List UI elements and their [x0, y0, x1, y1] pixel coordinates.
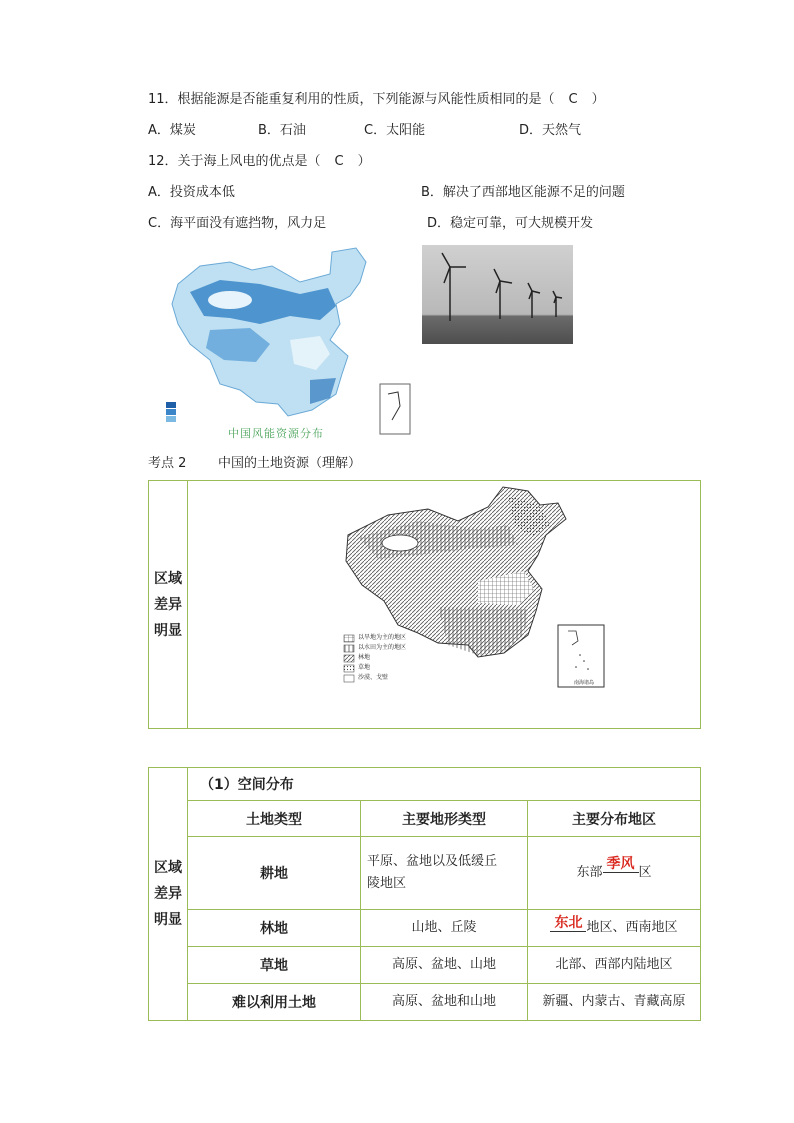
offshore-wind-photo	[422, 245, 573, 344]
side-label-line-2: 差异	[154, 886, 182, 902]
land-type-cell: 林地	[188, 910, 361, 947]
header-region: 主要分布地区	[528, 801, 701, 837]
south-sea-inset	[558, 625, 604, 687]
land-type-cell: 草地	[188, 947, 361, 984]
q12-answer: C	[334, 154, 344, 169]
terrain-line-2: 陵地区	[367, 876, 407, 891]
legend-paddy: 以水田为主的地区	[358, 644, 407, 651]
region-cell	[528, 910, 701, 947]
section-heading: （1）空间分布	[188, 768, 701, 801]
q11-close: ）	[591, 92, 605, 107]
wind-turbines-graphic	[422, 245, 573, 344]
table-row	[149, 984, 701, 1021]
region-suffix: 区	[638, 865, 652, 880]
terrain-line-1: 平原、盆地以及低缓丘	[367, 854, 498, 869]
q11-answer: C	[568, 92, 578, 107]
region-cell: 北部、西部内陆地区	[528, 947, 701, 984]
q12-option-b: B．解决了西部地区能源不足的问题	[421, 185, 625, 200]
answer-fill: 东北	[554, 915, 583, 931]
land-type-cell: 耕地	[188, 837, 361, 910]
q12-option-d: D．稳定可靠，可大规模开发	[427, 216, 594, 231]
terrain-cell: 高原、盆地、山地	[361, 947, 528, 984]
table1-side-label	[149, 481, 188, 729]
q11-option-d: D．天然气	[519, 123, 582, 138]
q11-option-a: A．煤炭	[148, 123, 196, 138]
section2-subtitle: 中国的土地资源（理解）	[218, 456, 362, 471]
table-row	[149, 910, 701, 947]
region-prefix: 东部	[576, 865, 603, 880]
land-types-table	[148, 767, 701, 1021]
side-label-line-2: 差异	[154, 596, 182, 613]
wind-map-graphic	[160, 244, 420, 444]
inset-caption: 南海诸岛	[574, 680, 595, 686]
terrain-cell	[361, 837, 528, 910]
side-label-line-1: 区域	[154, 860, 182, 876]
land-use-map	[328, 485, 638, 695]
wind-map-caption: 中国风能资源分布	[228, 427, 324, 440]
legend-swatch-2	[166, 409, 176, 415]
q12-stem	[148, 153, 371, 171]
table2-side-label	[149, 768, 188, 1021]
q11-option-b: B．石油	[258, 123, 306, 138]
legend-forest: 林地	[358, 654, 371, 661]
table-row	[149, 837, 701, 910]
q11-stem-text: 11．根据能源是否能重复利用的性质，下列能源与风能性质相同的是（	[148, 92, 555, 107]
answer-blank	[603, 857, 639, 873]
section2-title: 考点 2	[148, 456, 187, 471]
answer-blank	[550, 916, 586, 932]
side-label-line-1: 区域	[154, 570, 182, 587]
terrain-cell: 高原、盆地和山地	[361, 984, 528, 1021]
legend-dryland: 以旱地为主的地区	[358, 634, 407, 641]
table-row	[149, 947, 701, 984]
header-land-type: 土地类型	[188, 801, 361, 837]
region-cell: 新疆、内蒙古、青藏高原	[528, 984, 701, 1021]
answer-fill: 季风	[606, 856, 635, 872]
q12-option-a: A．投资成本低	[148, 185, 235, 200]
side-label-line-3: 明显	[154, 912, 182, 928]
legend-swatch-1	[166, 402, 176, 408]
header-terrain: 主要地形类型	[361, 801, 528, 837]
land-map-table	[148, 480, 701, 729]
land-map-cell	[188, 481, 701, 729]
wind-map-inset	[380, 384, 410, 434]
legend-desert: 沙漠、戈壁	[358, 674, 389, 681]
q11-stem	[148, 91, 605, 109]
land-type-cell: 难以利用土地	[188, 984, 361, 1021]
wind-resource-map	[160, 244, 420, 444]
q12-option-c: C．海平面没有遮挡物，风力足	[148, 216, 327, 231]
q12-stem-text: 12．关于海上风电的优点是（	[148, 154, 321, 169]
region-cell	[528, 837, 701, 910]
legend-grassland: 草地	[358, 664, 371, 671]
q11-option-c: C．太阳能	[364, 123, 426, 138]
legend-swatch-3	[166, 416, 176, 422]
q12-close: ）	[357, 154, 371, 169]
land-map-legend	[358, 633, 406, 683]
terrain-cell: 山地、丘陵	[361, 910, 528, 947]
region-suffix: 地区、西南地区	[586, 920, 678, 935]
side-label-line-3: 明显	[154, 622, 182, 639]
